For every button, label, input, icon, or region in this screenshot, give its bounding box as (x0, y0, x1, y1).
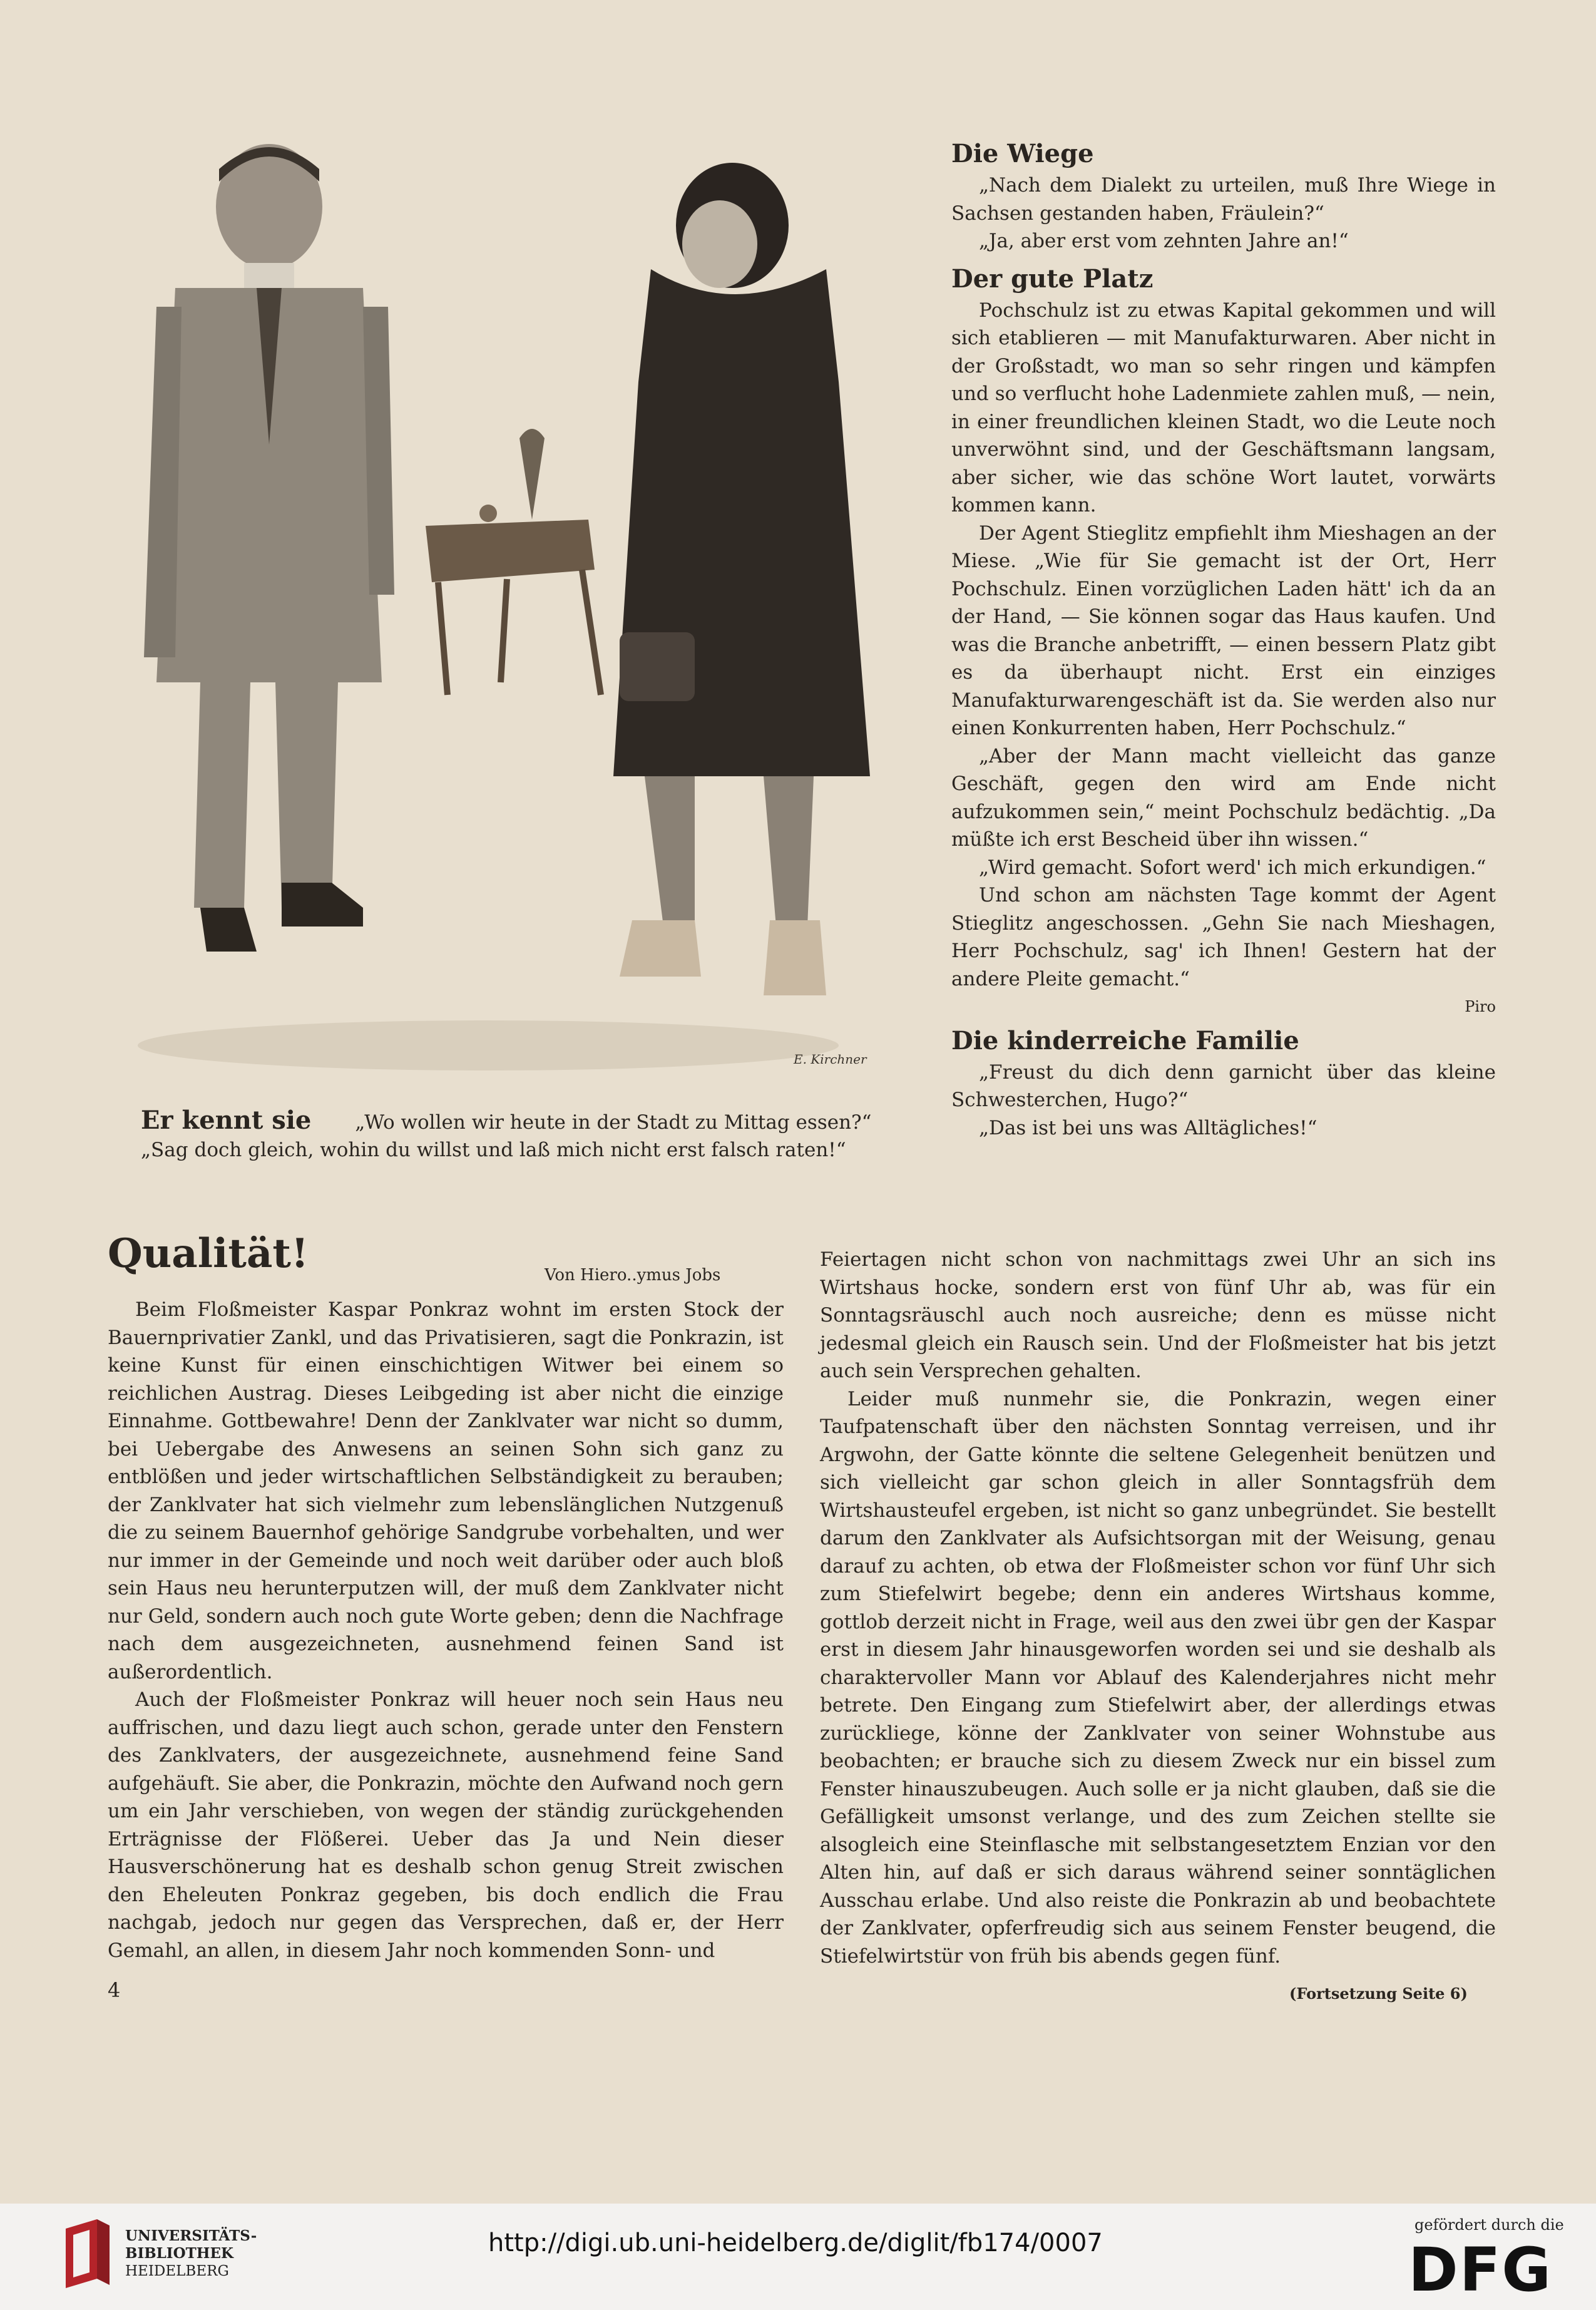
jokes-column (951, 136, 1496, 1142)
story-column-left (108, 1296, 784, 1964)
page-number: 4 (108, 1978, 121, 2002)
paragraph: Leider muß nunmehr sie, die Ponkrazin, wegen einer Taufpatenschaft über den nächsten Sonntag verreisen, und ihr Argwohn, der Gatte könnte die seltene Gelegenheit benützen und sich vielleicht gar schon gleich in aller Sonntagsfrüh dem Wirtshausteufel ergeben, ist nicht so ganz unbegründet. Sie bestellt darum den Zanklvater als Aufsichtsorgan mit der Weisung, genau darauf zu achten, ob etwa der Floßmeister schon vor fünf Uhr sich zum Stiefelwirt begebe; denn ein anderes Wirtshaus komme, gottlob derzeit nicht in Frage, weil aus den zwei übr gen der Kaspar erst in diesem Jahr hinausgeworfen worden sei und sie deshalb als charaktervoller Mann vor Ablauf des Kalenderjahres nicht mehr betrete. Den Eingang zum Stiefelwirt aber, der allerdings etwas zurückliege, könne der Zanklvater von seiner Wohnstube aus beobachten; er brauche sich zu diesem Zweck nur ein bissel zum Fenster hinauszubeugen. Auch solle er ja nicht glauben, daß sie die Gefälligkeit umsonst verlange, und des zum Zeichen stellte sie alsogleich eine Steinflasche mit selbstangesetztem Enzian vor den Alten hin, auf daß er sich daraus während seiner sonntäglichen Ausschau erlabe. Und also reiste die Ponkrazin ab und beobachtete der Zanklvater, opferfreudig sich aus seinem Fenster beugend, die Stiefelwirtstür von früh bis abends gegen fünf. (820, 1387, 1496, 1968)
heading-guter-platz: Der gute Platz (951, 264, 1154, 294)
caption-line-1: „Wo wollen wir heute in der Stadt zu Mittag essen?“ (355, 1111, 872, 1134)
artist-signature: E. Kirchner (794, 1052, 867, 1067)
library-name (125, 2227, 257, 2280)
university-logo-icon (59, 2216, 116, 2291)
library-line: UNIVERSITÄTS- (125, 2227, 257, 2244)
paragraph: Feiertagen nicht schon von nachmittags zwei Uhr an sich ins Wirtshaus hocke, sondern erst von fünf Uhr ab, was für ein Sonntagsräuschl auch noch ausreiche; denn es müsse nicht jedesmal gleich ein Rausch sein. Und der Floßmeister hat bis jetzt auch sein Versprechen gehalten. (820, 1248, 1496, 1382)
caption-title: Er kennt sie (141, 1106, 312, 1135)
paragraph: Beim Floßmeister Kaspar Ponkraz wohnt im ersten Stock der Bauernprivatier Zankl, und das Privatisieren, sagt die Ponkrazin, ist keine Kunst für einen einschichtigen Witwer bei einem so reichlichen Austrag. Dieses Leibgeding ist aber nicht die einzige Einnahme. Gottbewahre! Denn der Zanklvater war nicht so dumm, bei Uebergabe des Anwesens an seinen Sohn sich ganz zu entblößen und jeder wirtschaftlichen Selbständigkeit zu berauben; der Zanklvater hat sich vielmehr zum lebenslänglichen Nutzgenuß die zu seinem Bauernhof gehörige Sandgrube vorbehalten, und wer nur immer in der Gemeinde und noch weit darüber oder auch bloß sein Haus neu herunterputzen will, der muß dem Zanklvater nicht nur Geld, sondern auch noch gute Worte geben; denn die Nachfrage nach dem ausgezeichneten, ausnehmend feinen Sand ist außerordentlich. (108, 1298, 784, 1683)
dfg-logo: DFG (1408, 2235, 1553, 2305)
paragraph: „Nach dem Dialekt zu urteilen, muß Ihre Wiege in Sachsen gestanden haben, Fräulein?“ (951, 174, 1496, 225)
illustration (100, 119, 933, 1096)
paragraph: Pochschulz ist zu etwas Kapital gekommen und will sich etablieren — mit Manufakturwaren. Aber nicht in der Großstadt, wo man so sehr ringen und kämpfen und so verflucht hohe Ladenmiete zahlen muß, — nein, in einer freundlichen kleinen Stadt, wo die Leute noch unverwöhnt sind, und der Geschäftsmann langsam, aber sicher, wie das schöne Wort lautet, vorwärts kommen kann. (951, 299, 1496, 516)
illustration-caption (141, 1107, 911, 1164)
library-line: BIBLIOTHEK (125, 2245, 233, 2262)
story-byline: Von Hiero..ymus Jobs (545, 1266, 721, 1285)
continued-note: (Fortsetzung Seite 6) (1289, 1984, 1468, 2003)
author-signature: Piro (1465, 998, 1496, 1015)
man-figure (144, 144, 394, 952)
story-title: Qualität! (108, 1230, 309, 1277)
funding-text: gefördert durch die (1414, 2216, 1564, 2234)
heading-kinderreiche-familie: Die kinderreiche Familie (951, 1025, 1299, 1055)
library-line: HEIDELBERG (125, 2263, 229, 2279)
caption-line-2: „Sag doch gleich, wohin du willst und laß mich nicht erst falsch raten!“ (141, 1139, 846, 1161)
paragraph: „Freust du dich denn garnicht über das kleine Schwesterchen, Hugo?“ (951, 1060, 1496, 1111)
paragraph: „Aber der Mann macht vielleicht das ganze Geschäft, gegen den wird am Ende nicht aufzukommen sein,“ meint Pochschulz bedächtig. „Da müßte ich erst Bescheid über ihn wissen.“ (951, 744, 1496, 851)
side-table (426, 429, 601, 695)
story-column-right (820, 1246, 1496, 1970)
paragraph: „Ja, aber erst vom zehnten Jahre an!“ (979, 230, 1349, 252)
paragraph: Und schon am nächsten Tage kommt der Agent Stieglitz angeschossen. „Gehn Sie nach Mieshagen, Herr Pochschulz, sag' ich Ihnen! Gestern hat der andere Pleite gemacht.“ (951, 884, 1496, 990)
paragraph: Der Agent Stieglitz empfiehlt ihm Mieshagen an der Miese. „Wie für Sie gemacht ist der Ort, Herr Pochschulz. Einen vorzüglichen Laden hätt' ich da an der Hand, — Sie können sogar das Haus kaufen. Und was die Branche anbetrifft, — einen bessern Platz gibt es da überhaupt nicht. Erst ein einziges Manufakturwarengeschäft ist da. Sie werden also nur einen Konkurrenten haben, Herr Pochschulz.“ (951, 521, 1496, 739)
document-url-link[interactable]: http://digi.ub.uni-heidelberg.de/diglit/fb174/0007 (488, 2229, 1103, 2257)
paragraph: „Wird gemacht. Sofort werd' ich mich erkundigen.“ (979, 856, 1486, 879)
woman-figure (613, 163, 870, 995)
paragraph: Auch der Floßmeister Ponkraz will heuer noch sein Haus neu auffrischen, und dazu liegt auch schon, gerade unter den Fenstern des Zanklvaters, der ausgezeichnete, ausnehmend feine Sand aufgehäuft. Sie aber, die Ponkrazin, möchte den Aufwand noch gern um ein Jahr verschieben, von wegen der ständig zurückgehenden Erträgnisse der Flößerei. Ueber das Ja und Nein dieser Hausverschönerung hat es deshalb schon genug Streit zwischen den Eheleuten Ponkraz gegeben, bis doch endlich die Frau nachgab, jedoch nur gegen das Versprechen, daß er, der Herr Gemahl, an allen, in diesem Jahr noch kommenden Sonn- und (108, 1688, 784, 1962)
heading-wiege: Die Wiege (951, 139, 1094, 168)
paragraph: „Das ist bei uns was Alltägliches!“ (979, 1116, 1317, 1139)
